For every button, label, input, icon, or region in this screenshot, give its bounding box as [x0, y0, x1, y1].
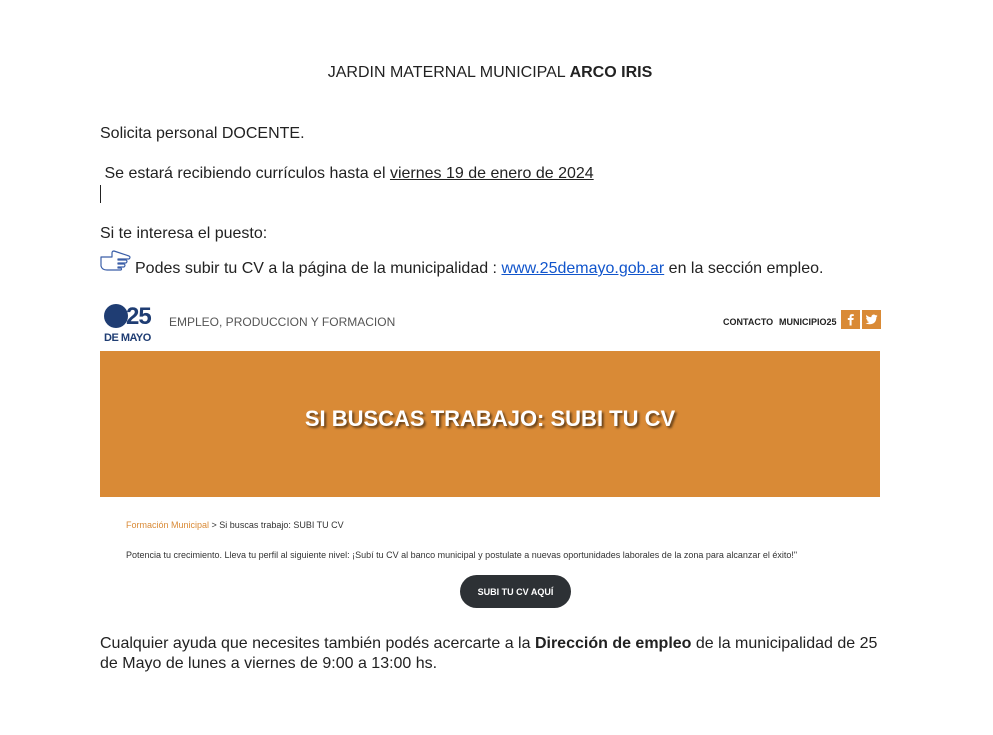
title-bold: ARCO IRIS	[569, 64, 653, 81]
breadcrumb	[126, 520, 344, 530]
nav-contacto: CONTACTO	[723, 317, 774, 327]
upload-line	[135, 260, 823, 278]
logo-number: 25	[126, 303, 151, 330]
footer-suffix: de la municipalidad de 25 de Mayo de lunes a viernes de 9:00 a 13:00 hs.	[100, 635, 878, 672]
breadcrumb-link: Formación Municipal	[126, 520, 210, 530]
facebook-icon	[841, 310, 860, 329]
interest-line: Si te interesa el puesto:	[100, 225, 268, 242]
municipality-link[interactable]: www.25demayo.gob.ar	[501, 260, 665, 277]
logo-globe-icon	[104, 304, 128, 328]
deadline-date: viernes 19 de enero de 2024	[389, 165, 594, 182]
breadcrumb-current: > Si buscas trabajo: SUBI TU CV	[211, 520, 344, 530]
upload-cv-button: SUBI TU CV AQUÍ	[460, 575, 571, 608]
pointing-hand-icon	[100, 249, 132, 271]
footer-bold: Dirección de empleo	[534, 635, 692, 652]
footer-paragraph	[100, 634, 890, 674]
footer-prefix: Cualquier ayuda que necesites también podés acercarte a la	[100, 635, 531, 652]
document-title	[0, 64, 980, 82]
municipality-logo	[102, 302, 162, 346]
logo-word: DE MAYO	[104, 332, 151, 344]
upload-suffix: en la sección empleo.	[668, 260, 824, 277]
deadline-prefix: Se estará recibiendo currículos hasta el	[104, 165, 386, 182]
text-cursor	[100, 185, 101, 203]
upload-prefix: Podes subir tu CV a la página de la municipalidad :	[135, 260, 497, 277]
deadline-line	[100, 165, 594, 183]
request-line: Solicita personal DOCENTE.	[100, 125, 305, 142]
website-screenshot	[100, 298, 880, 616]
orange-banner	[100, 351, 880, 497]
site-section-title: EMPLEO, PRODUCCION Y FORMACION	[169, 315, 396, 329]
banner-title: SI BUSCAS TRABAJO: SUBI TU CV	[304, 406, 676, 431]
title-prefix: JARDIN MATERNAL MUNICIPAL	[327, 64, 566, 81]
page-description: Potencia tu crecimiento. Lleva tu perfil al siguiente nivel: ¡Subí tu CV al banco municipal y postulate a nuevas oportunidades laborales de la zona para alcanzar el éxito!"	[126, 550, 798, 560]
twitter-icon	[862, 310, 881, 329]
nav-municipio25: MUNICIPIO25	[779, 317, 837, 327]
